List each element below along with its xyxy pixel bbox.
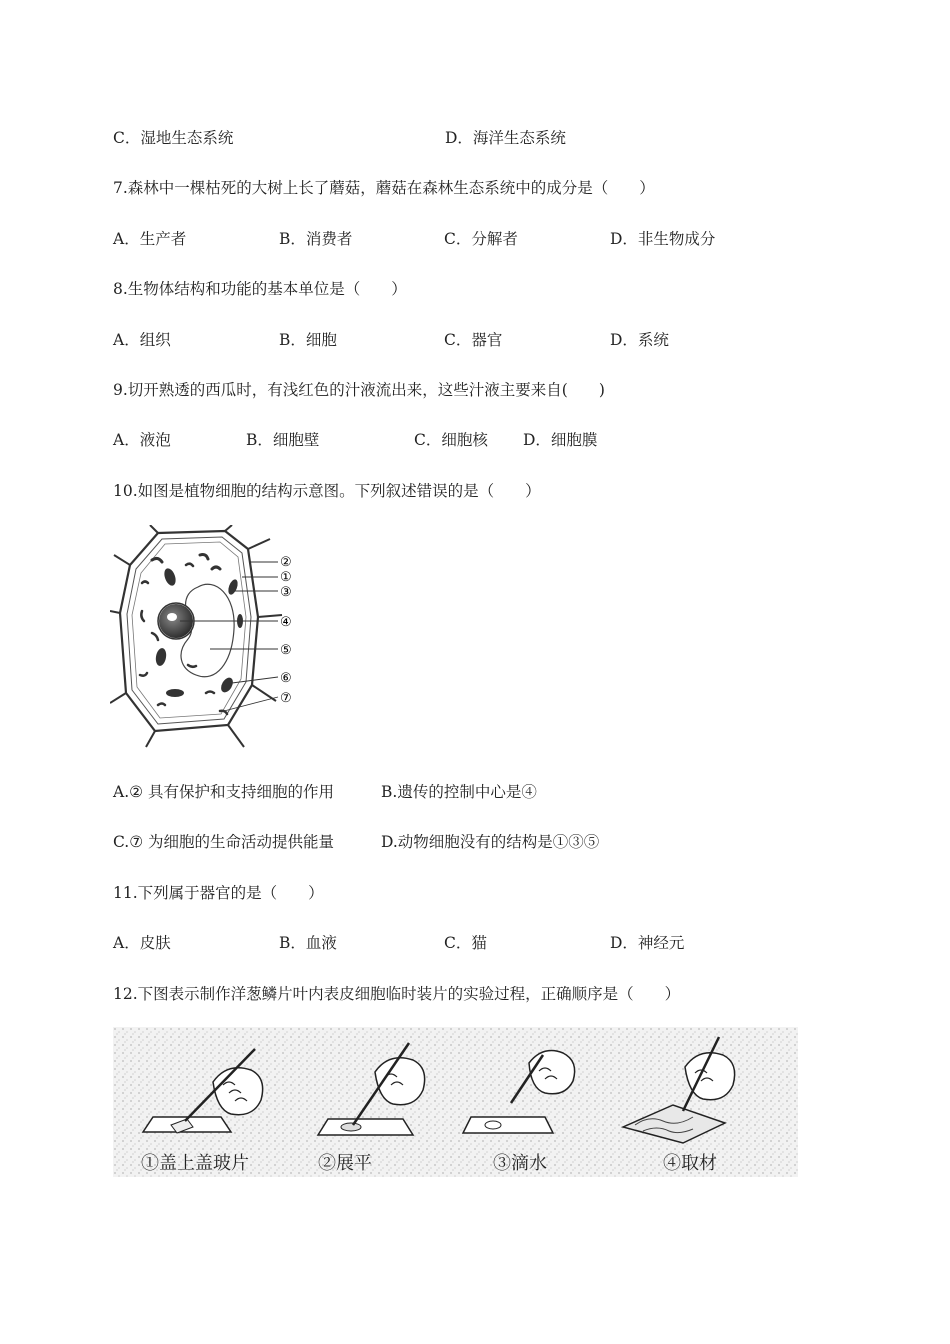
q10-stem: 10.如图是植物细胞的结构示意图。下列叙述错误的是（ ） [113, 482, 541, 500]
slide-preparation-figure [113, 1027, 798, 1177]
q10-option-b: B.遗传的控制中心是④ [381, 783, 537, 801]
q9-stem: 9.切开熟透的西瓜时，有浅红色的汁液流出来，这些汁液主要来自( ) [113, 381, 605, 399]
q7-option-a: A．生产者 [113, 230, 187, 248]
q8-stem: 8.生物体结构和功能的基本单位是（ ） [113, 280, 407, 298]
q8-option-c: C．器官 [444, 331, 503, 349]
q9-option-b: B．细胞壁 [246, 431, 320, 449]
caption-flatten: ②展平 [318, 1153, 372, 1174]
cell-label-1: ① [280, 570, 292, 585]
q11-option-d: D．神经元 [610, 934, 685, 952]
q6-option-d: D．海洋生态系统 [445, 129, 566, 147]
q10-option-d: D.动物细胞没有的结构是①③⑤ [381, 833, 600, 851]
cell-label-6: ⑥ [280, 671, 292, 686]
cell-label-7: ⑦ [280, 691, 292, 706]
q9-option-c: C．细胞核 [414, 431, 488, 449]
q6-option-c: C．湿地生态系统 [113, 129, 234, 147]
q7-option-c: C．分解者 [444, 230, 518, 248]
q8-option-b: B．细胞 [279, 331, 337, 349]
q12-stem: 12.下图表示制作洋葱鳞片叶内表皮细胞临时装片的实验过程，正确顺序是（ ） [113, 985, 681, 1003]
cell-label-4: ④ [280, 615, 292, 630]
cell-label-2: ② [280, 555, 292, 570]
q10-option-c: C.⑦ 为细胞的生命活动提供能量 [113, 833, 335, 851]
q7-option-b: B．消费者 [279, 230, 353, 248]
q11-option-b: B．血液 [279, 934, 337, 952]
q9-option-d: D．细胞膜 [523, 431, 598, 449]
q11-option-c: C．猫 [444, 934, 487, 952]
cell-label-3: ③ [280, 585, 292, 600]
q10-option-a: A.② 具有保护和支持细胞的作用 [113, 783, 334, 801]
caption-drop-water: ③滴水 [493, 1153, 547, 1174]
q7-stem: 7.森林中一棵枯死的大树上长了蘑菇，蘑菇在森林生态系统中的成分是（ ） [113, 179, 655, 197]
q11-stem: 11.下列属于器官的是（ ） [113, 884, 324, 902]
caption-take-material: ④取材 [663, 1153, 717, 1174]
cell-label-5: ⑤ [280, 643, 292, 658]
caption-cover-slip: ①盖上盖玻片 [141, 1153, 249, 1174]
q7-option-d: D．非生物成分 [610, 230, 716, 248]
q8-option-a: A．组织 [113, 331, 171, 349]
q9-option-a: A．液泡 [113, 431, 171, 449]
q8-option-d: D．系统 [610, 331, 669, 349]
plant-cell-diagram [110, 525, 310, 750]
q11-option-a: A．皮肤 [113, 934, 171, 952]
